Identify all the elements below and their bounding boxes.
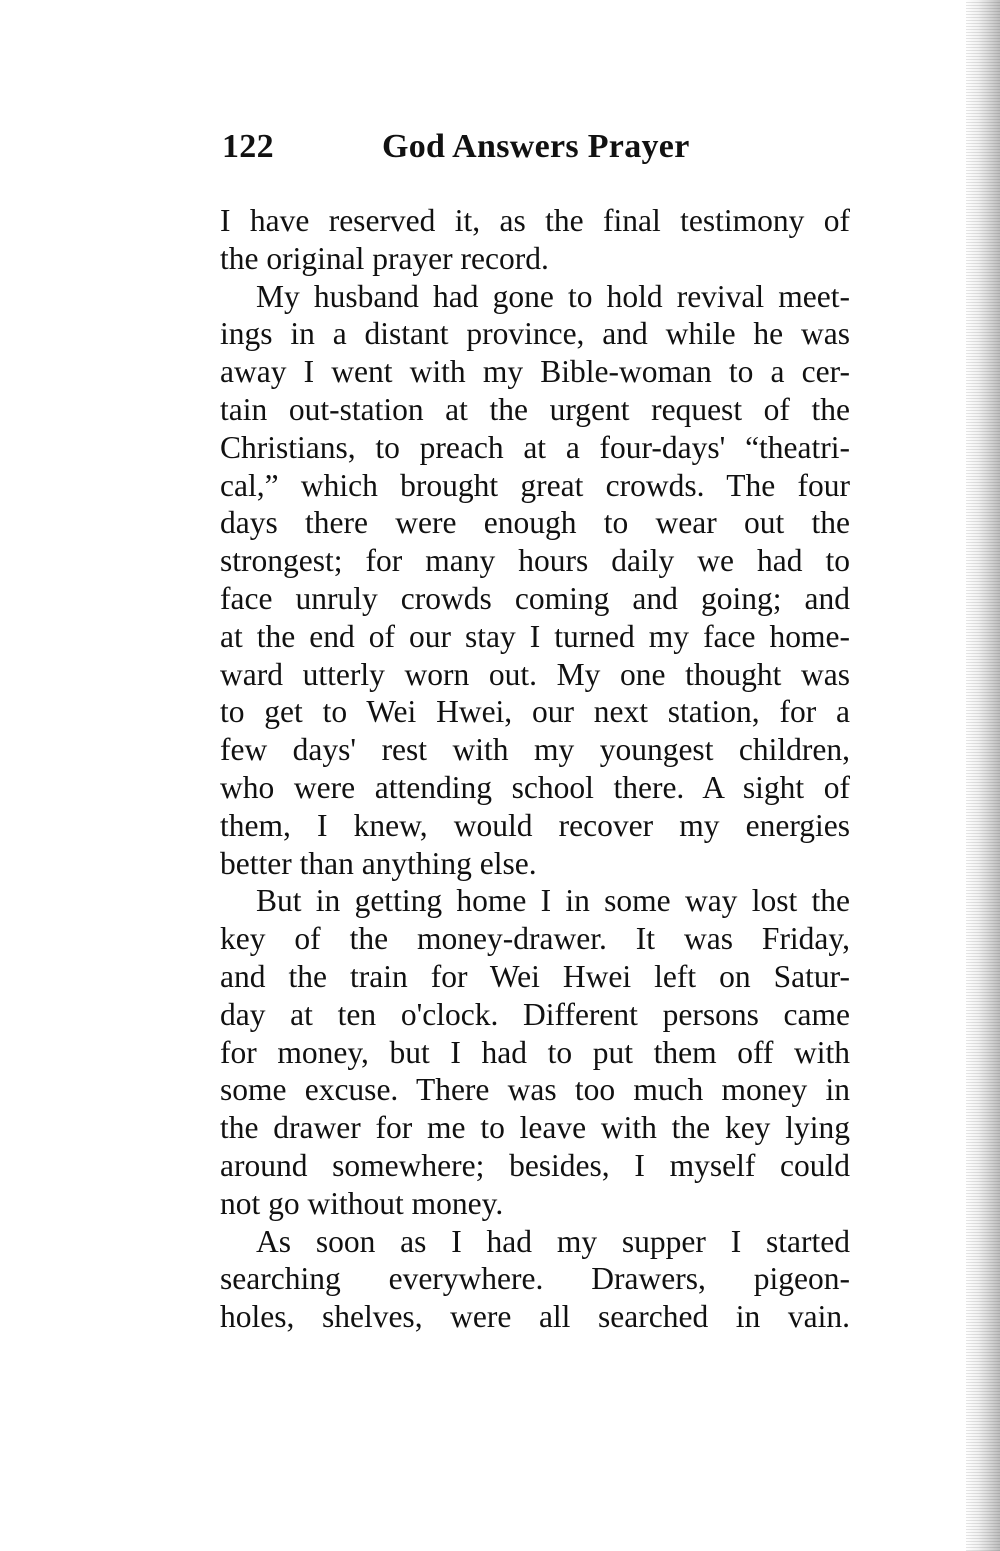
text-line: them, I knew, would recover my energies: [220, 807, 850, 843]
text-line: I have reserved it, as the final testimony of: [220, 203, 850, 238]
text-line: My husband had gone to hold revival meet-: [256, 278, 850, 314]
text-line: better than anything else.: [220, 845, 537, 881]
text-line: around somewhere; besides, I myself could: [220, 1147, 850, 1183]
text-line: few days' rest with my youngest children,: [220, 732, 850, 768]
text-line: at the end of our stay I turned my face home-: [220, 618, 850, 654]
page-edge-shadow: [966, 0, 1000, 1551]
text-line: days there were enough to wear out the: [220, 505, 850, 541]
text-line: some excuse. There was too much money in: [220, 1072, 850, 1108]
text-line: searching everywhere. Drawers, pigeon-: [220, 1261, 850, 1297]
text-line: ward utterly worn out. My one thought was: [220, 656, 850, 692]
text-line: the original prayer record.: [220, 240, 549, 276]
text-line: holes, shelves, were all searched in vain.: [220, 1299, 850, 1335]
body-text: [220, 202, 850, 1336]
text-line: not go without money.: [220, 1185, 504, 1221]
text-line: who were attending school there. A sight of: [220, 769, 850, 805]
text-line: cal,” which brought great crowds. The four: [220, 467, 850, 503]
text-line: As soon as I had my supper I started: [256, 1223, 850, 1259]
text-line: and the train for Wei Hwei left on Satur-: [220, 958, 850, 994]
text-line: tain out-station at the urgent request of the: [220, 391, 850, 427]
text-line: the drawer for me to leave with the key lying: [220, 1110, 850, 1146]
text-line: ings in a distant province, and while he was: [220, 316, 850, 352]
text-line: But in getting home I in some way lost the: [256, 883, 850, 919]
text-line: day at ten o'clock. Different persons came: [220, 996, 850, 1032]
running-head: [222, 128, 862, 176]
page-number: 122: [222, 128, 274, 165]
text-line: strongest; for many hours daily we had to: [220, 543, 850, 579]
text-line: Christians, to preach at a four-days' “theatri-: [220, 429, 850, 465]
running-title: God Answers Prayer: [382, 128, 690, 165]
text-line: away I went with my Bible-woman to a cer-: [220, 354, 850, 390]
text-line: to get to Wei Hwei, our next station, for a: [220, 694, 850, 730]
text-line: for money, but I had to put them off with: [220, 1034, 850, 1070]
text-line: face unruly crowds coming and going; and: [220, 580, 850, 616]
text-line: key of the money-drawer. It was Friday,: [220, 921, 850, 957]
